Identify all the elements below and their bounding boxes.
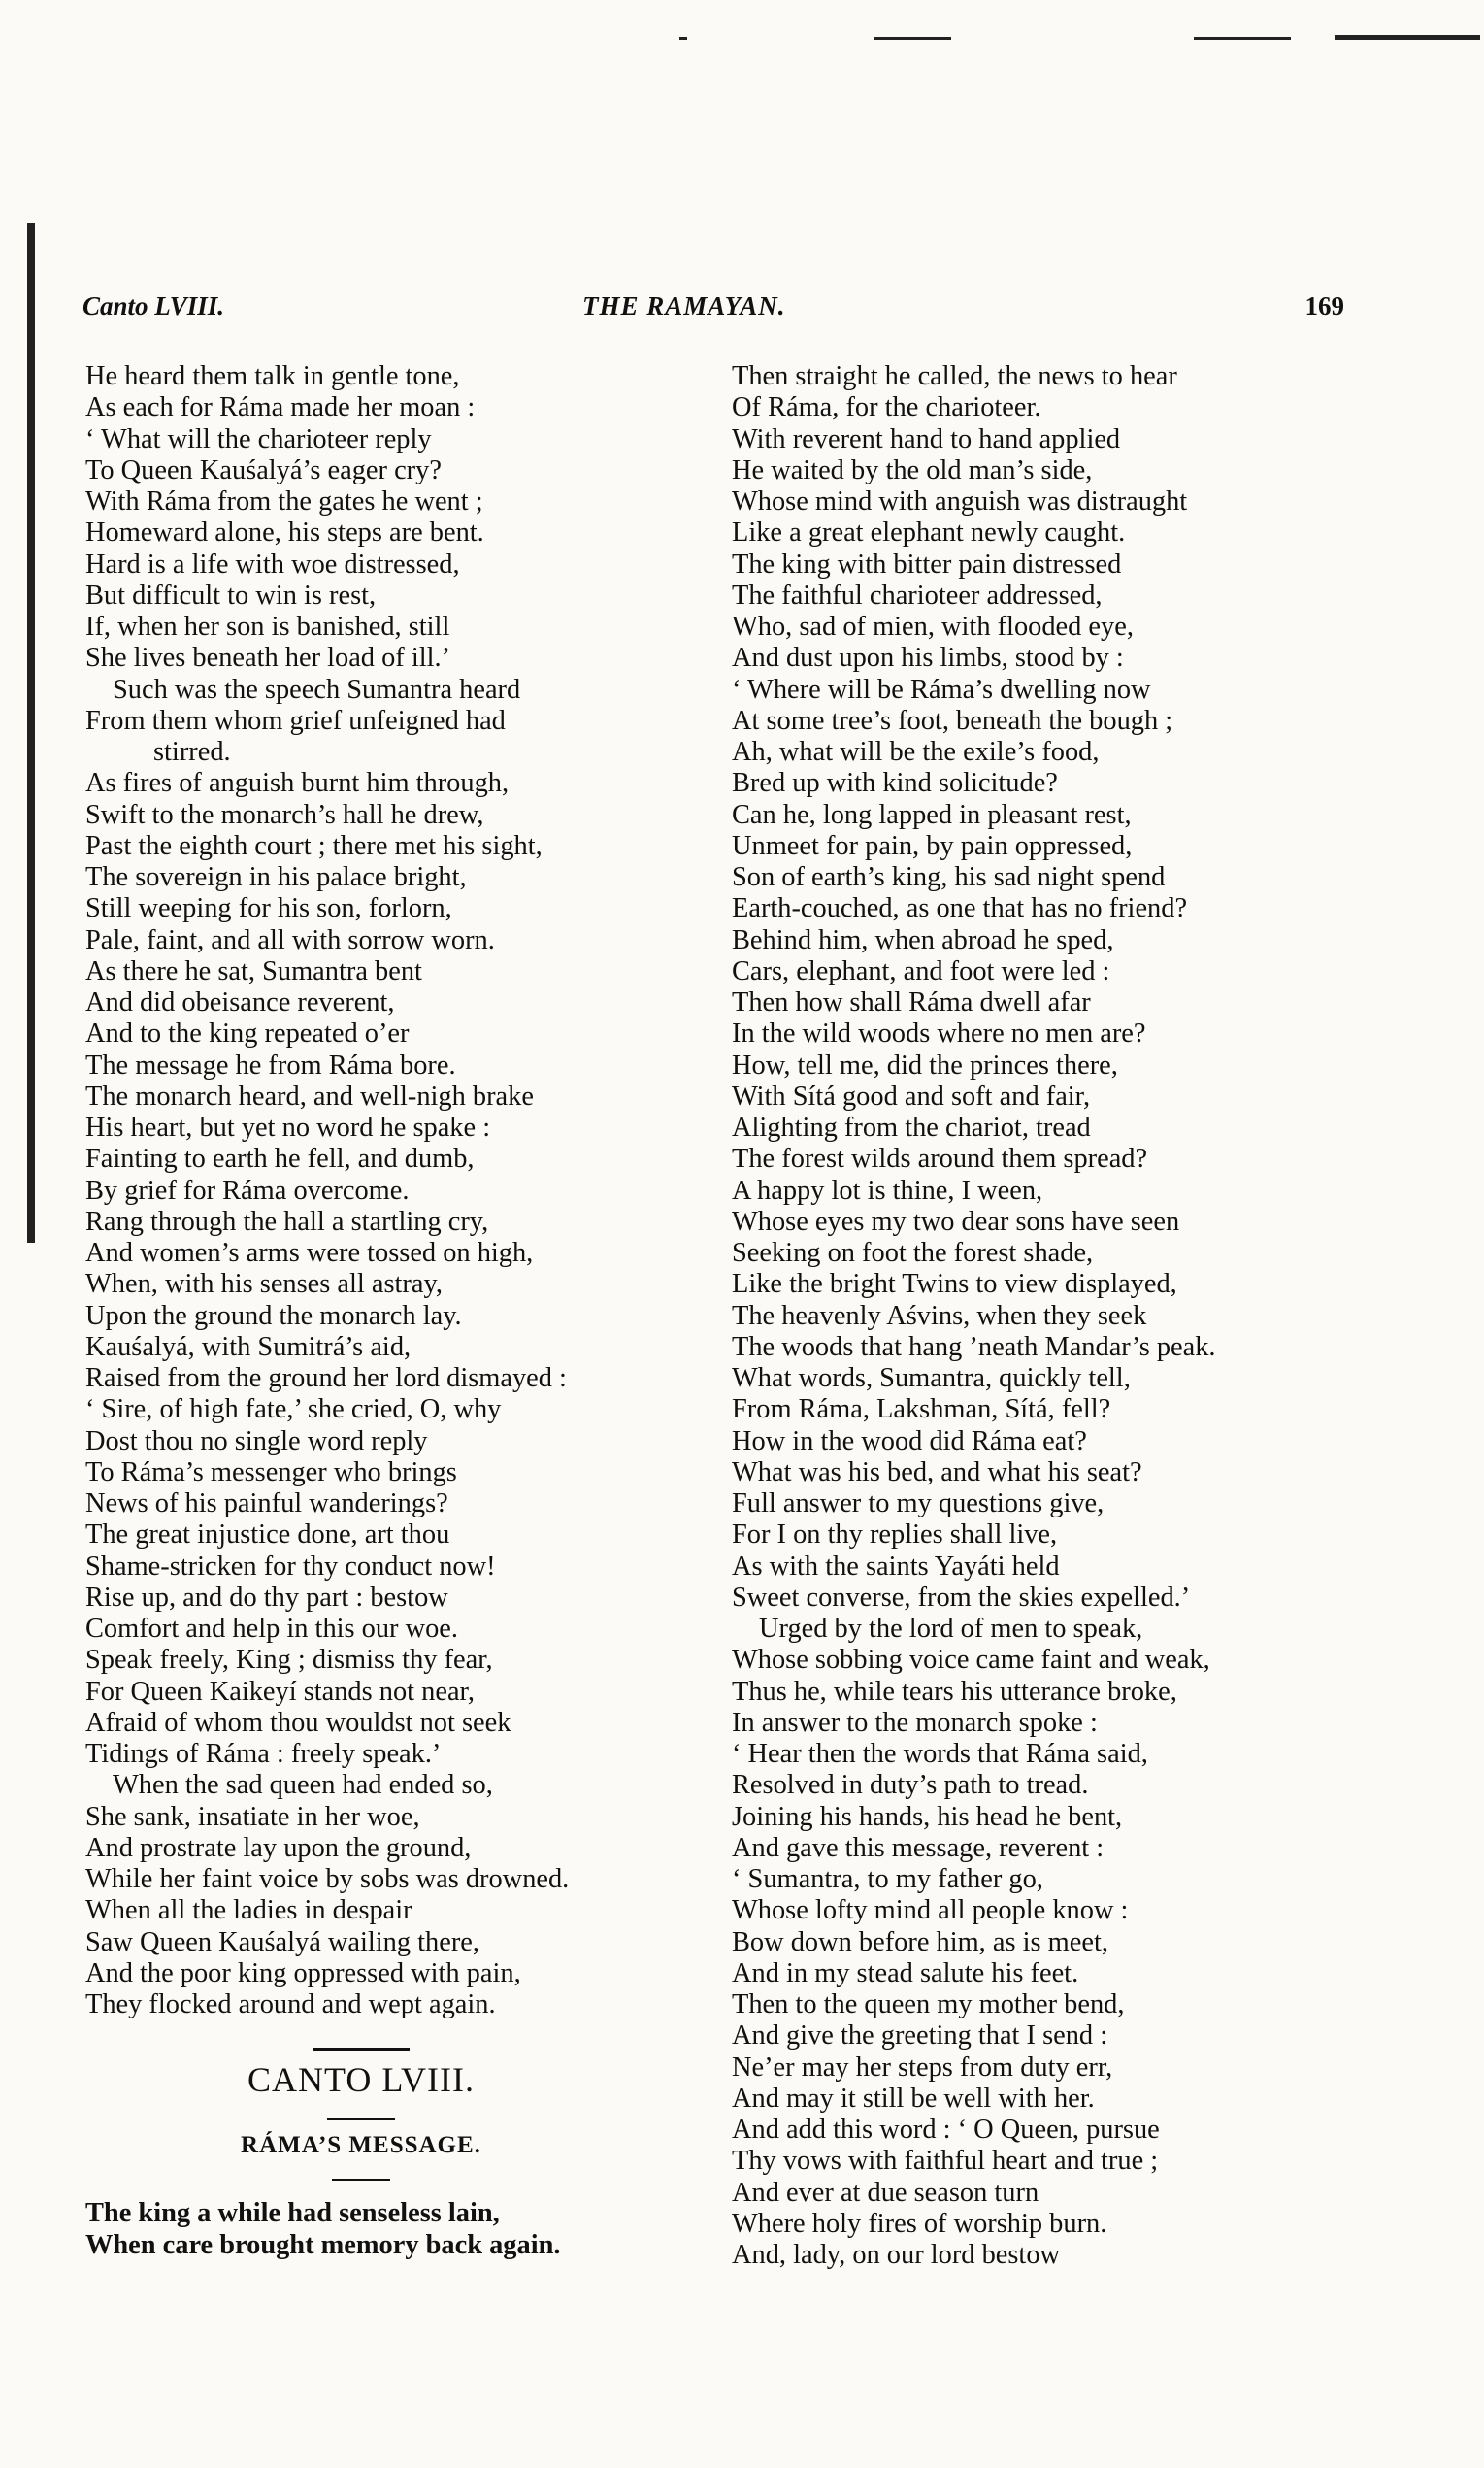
verse-line: And dust upon his limbs, stood by :: [732, 643, 1124, 674]
verse-line: Whose sobbing voice came faint and weak,: [732, 1645, 1210, 1676]
verse-line: Afraid of whom thou wouldst not seek: [85, 1707, 511, 1738]
verse-line: What words, Sumantra, quickly tell,: [732, 1363, 1131, 1393]
verse-line: News of his painful wanderings?: [85, 1488, 448, 1518]
verse-line: Whose eyes my two dear sons have seen: [732, 1206, 1180, 1237]
verse-line: Upon the ground the monarch lay.: [85, 1300, 462, 1331]
verse-line: Saw Queen Kauśalyá wailing there,: [85, 1926, 480, 1957]
verse-line: Past the eighth court ; there met his sight,: [85, 830, 543, 861]
verse-line: His heart, but yet no word he spake :: [85, 1113, 491, 1143]
verse-line: Urged by the lord of men to speak,: [759, 1614, 1143, 1644]
verse-line: Where holy fires of worship burn.: [732, 2208, 1107, 2239]
verse-line: And prostrate lay upon the ground,: [85, 1832, 472, 1863]
verse-line: Like a great elephant newly caught.: [732, 517, 1126, 549]
verse-line: Earth-couched, as one that has no friend?: [732, 893, 1188, 924]
verse-line: With reverent hand to hand applied: [732, 423, 1121, 454]
verse-line: With Sítá good and soft and fair,: [732, 1081, 1091, 1112]
verse-line: Can he, long lapped in pleasant rest,: [732, 799, 1132, 830]
verse-line: Comfort and help in this our woe.: [85, 1614, 459, 1644]
verse-line: Such was the speech Sumantra heard: [113, 674, 521, 705]
verse-line: The great injustice done, art thou: [85, 1519, 450, 1551]
verse-line: The monarch heard, and well-nigh brake: [85, 1081, 534, 1112]
page-number: 169: [1304, 291, 1344, 320]
verse-line: And gave this message, reverent :: [732, 1832, 1105, 1863]
verse-line: When care brought memory back again.: [85, 2229, 561, 2260]
verse-line: When, with his senses all astray,: [85, 1269, 443, 1300]
subtitle-rule: [332, 2179, 390, 2181]
verse-line: Then straight he called, the news to hear: [732, 361, 1177, 391]
left-column: [85, 361, 707, 2261]
verse-line: Whose mind with anguish was distraught: [732, 486, 1188, 517]
verse-line: The king a while had senseless lain,: [85, 2198, 500, 2229]
scan-margin-shadow: [27, 223, 35, 1243]
verse-line: Raised from the ground her lord dismayed :: [85, 1363, 567, 1393]
verse-line: Ne’er may her steps from duty err,: [732, 2051, 1113, 2083]
verse-line: The woods that hang ’neath Mandar’s peak.: [732, 1331, 1216, 1362]
verse-line: What was his bed, and what his seat?: [732, 1456, 1142, 1487]
verse-line: And add this word : ‘ O Queen, pursue: [732, 2115, 1160, 2145]
verse-line: The king with bitter pain distressed: [732, 549, 1122, 580]
verse-line: In the wild woods where no men are?: [732, 1018, 1146, 1050]
verse-line: He waited by the old man’s side,: [732, 454, 1093, 485]
verse-line: Bred up with kind solicitude?: [732, 768, 1058, 799]
verse-line: From Ráma, Lakshman, Sítá, fell?: [732, 1394, 1111, 1425]
verse-line: Who, sad of mien, with flooded eye,: [732, 612, 1134, 642]
verse-line: How in the wood did Ráma eat?: [732, 1425, 1087, 1456]
verse-line: If, when her son is banished, still: [85, 612, 450, 642]
verse-line: How, tell me, did the princes there,: [732, 1050, 1118, 1081]
verse-line: Pale, faint, and all with sorrow worn.: [85, 924, 495, 955]
verse-line: Whose lofty mind all people know :: [732, 1895, 1129, 1926]
verse-line: Thy vows with faithful heart and true ;: [732, 2146, 1159, 2177]
verse-line: A happy lot is thine, I ween,: [732, 1175, 1043, 1206]
verse-line: With Ráma from the gates he went ;: [85, 486, 483, 517]
verse-line: And to the king repeated o’er: [85, 1018, 410, 1050]
verse-line: Ah, what will be the exile’s food,: [732, 737, 1100, 767]
verse-line: Hard is a life with woe distressed,: [85, 549, 460, 580]
verse-line: Shame-stricken for thy conduct now!: [85, 1551, 496, 1582]
verse-line: And in my stead salute his feet.: [732, 1957, 1079, 1988]
verse-line: And, lady, on our lord bestow: [732, 2240, 1061, 2270]
verse-line: Dost thou no single word reply: [85, 1425, 428, 1456]
verse-line: By grief for Ráma overcome.: [85, 1175, 410, 1206]
canto-subtitle: RÁMA’S MESSAGE.: [241, 2132, 481, 2159]
section-ornament: [313, 2048, 410, 2051]
verse-line: She lives beneath her load of ill.’: [85, 643, 451, 674]
verse-line: To Ráma’s messenger who brings: [85, 1456, 457, 1487]
verse-line: Of Ráma, for the charioteer.: [732, 392, 1041, 423]
verse-line: Behind him, when abroad he sped,: [732, 924, 1114, 955]
verse-line: Cars, elephant, and foot were led :: [732, 955, 1110, 986]
verse-line: Son of earth’s king, his sad night spend: [732, 862, 1166, 892]
verse-line: At some tree’s foot, beneath the bough ;: [732, 705, 1173, 736]
verse-line: For I on thy replies shall live,: [732, 1519, 1058, 1551]
header-book-title: THE RAMAYAN.: [582, 291, 786, 320]
right-column: [732, 361, 1353, 2271]
verse-line: When the sad queen had ended so,: [113, 1770, 493, 1801]
verse-line: Alighting from the chariot, tread: [732, 1113, 1091, 1143]
verse-line: Speak freely, King ; dismiss thy fear,: [85, 1645, 493, 1676]
right-verse-lines: [732, 361, 1353, 2271]
scan-mark: [679, 37, 687, 40]
verse-line: As with the saints Yayáti held: [732, 1551, 1060, 1582]
verse-line: And ever at due season turn: [732, 2177, 1039, 2208]
verse-line: He heard them talk in gentle tone,: [85, 361, 460, 391]
verse-line: stirred.: [153, 737, 231, 767]
left-verse-lines: [85, 361, 707, 2020]
verse-line: The message he from Ráma bore.: [85, 1050, 456, 1081]
verse-line: From them whom grief unfeigned had: [85, 705, 506, 736]
verse-line: As each for Ráma made her moan :: [85, 392, 476, 423]
verse-line: ‘ Sumantra, to my father go,: [732, 1864, 1043, 1894]
verse-line: ‘ Hear then the words that Ráma said,: [732, 1739, 1148, 1769]
verse-line: ‘ Sire, of high fate,’ she cried, O, why: [85, 1394, 502, 1425]
scan-mark: [1194, 37, 1291, 40]
verse-line: She sank, insatiate in her woe,: [85, 1801, 420, 1832]
verse-line: And did obeisance reverent,: [85, 987, 395, 1017]
verse-line: As fires of anguish burnt him through,: [85, 768, 510, 799]
verse-line: Full answer to my questions give,: [732, 1488, 1105, 1518]
verse-line: The faithful charioteer addressed,: [732, 580, 1103, 611]
verse-line: ‘ What will the charioteer reply: [85, 423, 432, 454]
verse-line: Kauśalyá, with Sumitrá’s aid,: [85, 1331, 412, 1362]
verse-line: Thus he, while tears his utterance broke,: [732, 1676, 1177, 1707]
verse-line: And women’s arms were tossed on high,: [85, 1238, 534, 1268]
verse-line: Like the bright Twins to view displayed,: [732, 1269, 1177, 1300]
verse-line: And may it still be well with her.: [732, 2083, 1095, 2114]
verse-line: Homeward alone, his steps are bent.: [85, 517, 484, 549]
verse-line: To Queen Kauśalyá’s eager cry?: [85, 454, 442, 485]
verse-line: Tidings of Ráma : freely speak.’: [85, 1739, 442, 1769]
verse-line: Swift to the monarch’s hall he drew,: [85, 799, 484, 830]
verse-line: Seeking on foot the forest shade,: [732, 1238, 1094, 1268]
verse-line: But difficult to win is rest,: [85, 580, 377, 611]
verse-line: Rise up, and do thy part : bestow: [85, 1582, 448, 1613]
verse-line: The sovereign in his palace bright,: [85, 862, 467, 892]
verse-line: Fainting to earth he fell, and dumb,: [85, 1144, 475, 1175]
verse-line: Sweet converse, from the skies expelled.’: [732, 1582, 1191, 1613]
verse-line: While her faint voice by sobs was drowned.: [85, 1864, 570, 1894]
scan-mark: [874, 37, 951, 40]
verse-line: The forest wilds around them spread?: [732, 1144, 1148, 1175]
verse-line: Unmeet for pain, by pain oppressed,: [732, 830, 1133, 861]
verse-line: Still weeping for his son, forlorn,: [85, 893, 452, 924]
verse-line: The heavenly Aśvins, when they seek: [732, 1300, 1147, 1331]
running-header: [82, 291, 1344, 330]
verse-line: Rang through the hall a startling cry,: [85, 1206, 489, 1237]
verse-line: And the poor king oppressed with pain,: [85, 1957, 521, 1988]
verse-line: When all the ladies in despair: [85, 1895, 412, 1926]
verse-line: Then how shall Ráma dwell afar: [732, 987, 1091, 1017]
verse-line: Bow down before him, as is meet,: [732, 1926, 1108, 1957]
canto-opening-lines: [85, 2198, 707, 2261]
verse-line: Resolved in duty’s path to tread.: [732, 1770, 1089, 1801]
verse-line: In answer to the monarch spoke :: [732, 1707, 1098, 1738]
verse-line: Then to the queen my mother bend,: [732, 1989, 1125, 2019]
verse-line: As there he sat, Sumantra bent: [85, 955, 422, 986]
verse-line: They flocked around and wept again.: [85, 1989, 496, 2019]
verse-line: For Queen Kaikeyí stands not near,: [85, 1676, 475, 1707]
scan-mark: [1335, 35, 1480, 40]
verse-line: And give the greeting that I send :: [732, 2020, 1108, 2051]
title-rule: [327, 2118, 395, 2120]
canto-title: CANTO LVIII.: [247, 2060, 475, 2100]
verse-line: Joining his hands, his head he bent,: [732, 1801, 1123, 1832]
verse-line: ‘ Where will be Ráma’s dwelling now: [732, 674, 1151, 705]
header-canto: Canto LVIII.: [82, 291, 225, 320]
